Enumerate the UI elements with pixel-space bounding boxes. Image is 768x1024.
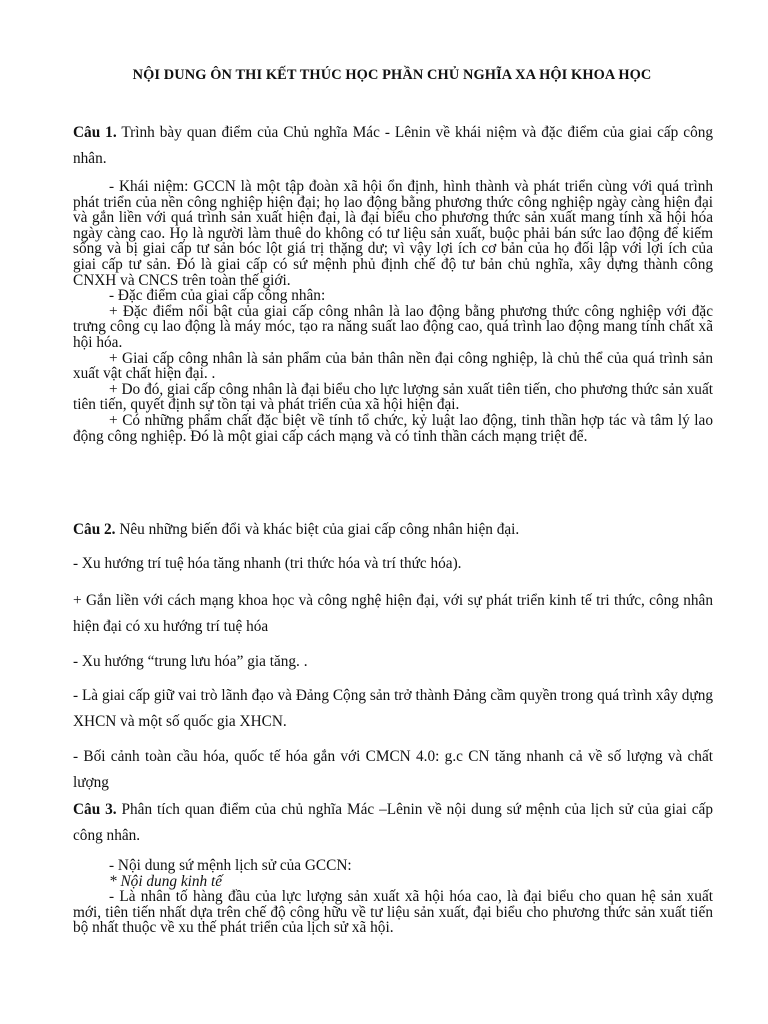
q1-paragraph: + Có những phẩm chất đặc biệt về tính tổ chức, kỷ luật lao động, tinh thần hợp tác và tâm lý lao động công nghiệp. Đó là một giai cấp cách mạng và có tinh thần cách mạng triệt để. [73,411,713,445]
q3-question [73,797,713,849]
q1-paragraph: + Giai cấp công nhân là sản phẩm của bản thân nền đại công nghiệp, là chủ thể của quá trình sản xuất vật chất hiện đại. . [73,349,713,383]
q3-subheading: * Nội dung kinh tế [109,872,223,890]
q3-label: Câu 3. [73,801,117,818]
q2-question [73,517,713,543]
q2-item: - Xu hướng “trung lưu hóa” gia tăng. . [73,653,308,670]
document-title: NỘI DUNG ÔN THI KẾT THÚC HỌC PHẦN CHỦ NGHĨA XA HỘI KHOA HỌC [132,67,652,83]
q2-item: + Gắn liền với cách mạng khoa học và công nghệ hiện đại, với sự phát triển kinh tế tri thức, công nhân hiện đại có xu hướng trí tuệ hóa [73,592,713,635]
q1-paragraph: - Khái niệm: GCCN là một tập đoàn xã hội ổn định, hình thành và phát triển cùng với quá trình phát triển của nền công nghiệp hiện đại; họ lao động bằng phương thức công nghiệp ngày càng hiện đại và gắn liền với quá trình sản xuất hiện đại, là đại biểu cho phương thức sản xuất mang tính xã hội hóa ngày càng cao. Họ là người làm thuê do không có tư liệu sản xuất, buộc phải bán sức lao động để kiếm sống và bị giai cấp tư sản bóc lột giá trị thặng dư; vì vậy lợi ích cơ bản của họ đối lập với lợi ích của giai cấp tư sản. Đó là giai cấp có sứ mệnh phủ định chế độ tư bản chủ nghĩa, xây dựng thành công CNXH và CNCS trên toàn thế giới. [73,178,713,289]
q3-intro: - Nội dung sứ mệnh lịch sử của GCCN: [109,857,352,874]
q3-body [73,858,713,936]
q3-paragraph: - Là nhân tố hàng đầu của lực lượng sản xuất xã hội hóa cao, là đại biểu cho quan hệ sản xuất mới, tiên tiến nhất dựa trên chế độ công hữu về tư liệu sản xuất, đại biểu cho phương thức sản xuất tiến bộ nhất thuộc về xu thế phát triển của lịch sử xã hội. [73,888,713,937]
q1-label: Câu 1. [73,124,117,141]
q1-question-text: Trình bày quan điểm của Chủ nghĩa Mác - Lênin về khái niệm và đặc điểm của giai cấp công nhân. [73,124,714,167]
q2-item: - Là giai cấp giữ vai trò lãnh đạo và Đảng Cộng sản trở thành Đảng cầm quyền trong quá trình xây dựng XHCN và một số quốc gia XHCN. [73,687,713,730]
q2-item: - Xu hướng trí tuệ hóa tăng nhanh (tri thức hóa và trí thức hóa). [73,555,462,572]
q2-label: Câu 2. [73,521,116,538]
q1-paragraph: + Do đó, giai cấp công nhân là đại biểu cho lực lượng sản xuất tiên tiến, cho phương thức sản xuất tiên tiến, quyết định sự tồn tại và phát triển của xã hội hiện đại. [73,380,713,414]
q1-paragraph: + Đặc điểm nổi bật của giai cấp công nhân là lao động bằng phương thức công nghiệp với đặc trưng công cụ lao động là máy móc, tạo ra năng suất lao động cao, quá trình lao động mang tính chất xã hội hóa. [73,302,713,351]
q2-question-text: Nêu những biến đổi và khác biệt của giai cấp công nhân hiện đại. [115,521,520,538]
q3-question-text: Phân tích quan điểm của chủ nghĩa Mác –Lênin về nội dung sứ mệnh của lịch sử của giai cấp công nhân. [73,801,713,844]
q1-paragraph: - Đặc điểm của giai cấp công nhân: [109,287,326,305]
q1-body [73,179,713,444]
q2-item: - Bối cảnh toàn cầu hóa, quốc tế hóa gắn với CMCN 4.0: g.c CN tăng nhanh cả về số lượng và chất lượng [73,748,713,791]
q1-question [73,120,713,172]
